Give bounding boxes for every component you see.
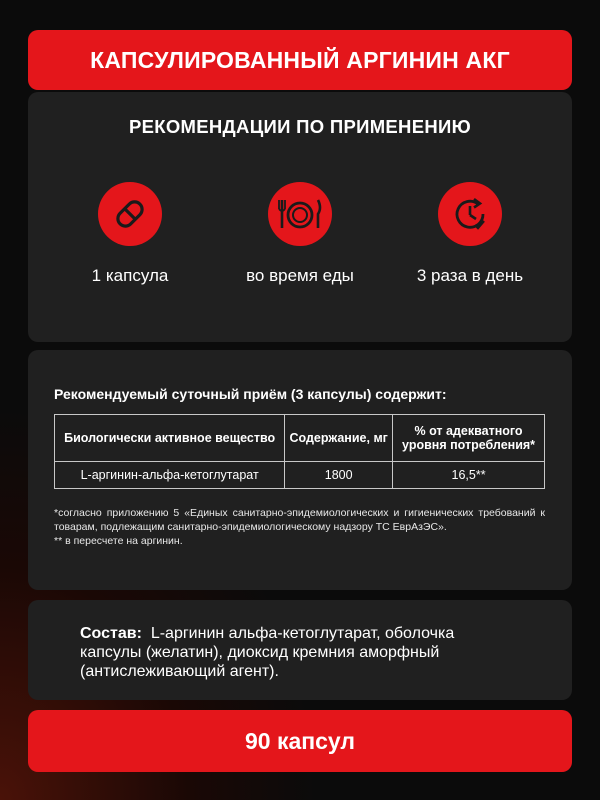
product-title: КАПСУЛИРОВАННЫЙ АРГИНИН АКГ	[90, 46, 510, 73]
recommendations-panel	[28, 92, 572, 342]
rec-item-dose	[50, 182, 210, 286]
intake-panel	[28, 350, 572, 590]
rec-item-frequency	[390, 182, 550, 286]
composition-label: Состав:	[80, 625, 142, 642]
table-header-row	[55, 415, 545, 462]
composition-text-block	[80, 624, 520, 682]
recommendations-title: РЕКОМЕНДАЦИИ ПО ПРИМЕНЕНИЮ	[128, 116, 471, 137]
table-cell: 16,5**	[393, 462, 545, 489]
rec-item-timing	[220, 182, 380, 286]
column-header: Содержание, мг	[285, 415, 393, 462]
nutrition-table	[54, 414, 545, 489]
clock-repeat-icon	[438, 182, 502, 246]
column-header: Биологически активное вещество	[55, 415, 285, 462]
plate-cutlery-icon	[268, 182, 332, 246]
intake-heading: Рекомендуемый суточный приём (3 капсулы) содержит:	[54, 386, 447, 402]
composition-text: L-аргинин альфа-кетоглутарат, оболочка капсулы (желатин), диоксид кремния аморфный (антислеживающий агент).	[80, 625, 455, 681]
table-cell: 1800	[285, 462, 393, 489]
rec-label-dose: 1 капсула	[91, 266, 169, 285]
table-row	[55, 462, 545, 489]
footnote: ** в пересчете на аргинин.	[54, 535, 183, 548]
rec-label-timing: во время еды	[246, 266, 354, 285]
capsule-count-banner	[28, 710, 572, 772]
rec-label-frequency: 3 раза в день	[416, 266, 524, 285]
table-cell: L-аргинин-альфа-кетоглутарат	[55, 462, 285, 489]
product-title-banner	[28, 30, 572, 90]
footnotes	[54, 506, 545, 549]
capsule-icon	[98, 182, 162, 246]
composition-panel	[28, 600, 572, 700]
footnote: *согласно приложению 5 «Единых санитарно-эпидемиологических и гигиенических требований к товарам, подлежащим санитарно-эпидемиологическому надзору ТС ЕврАзЭС».	[54, 507, 545, 534]
capsule-count: 90 капсул	[244, 727, 356, 754]
column-header: % от адекватного уровня потребления*	[393, 415, 545, 462]
